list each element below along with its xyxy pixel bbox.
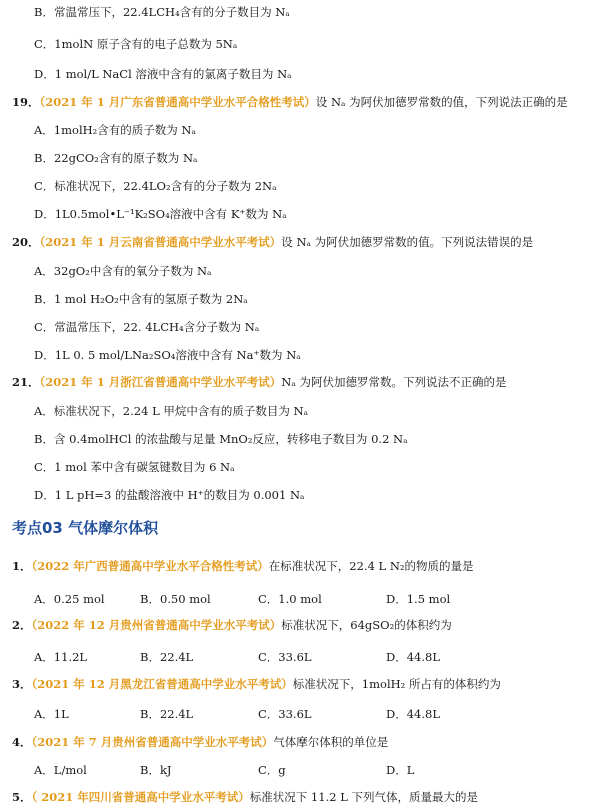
- question-source: （2022 年 12 月贵州省普通高中学业水平考试）: [31, 618, 282, 632]
- option-c: C．1molN 原子含有的电子总数为 5Nₐ: [34, 37, 238, 51]
- choice-c: C．1.0 mol: [258, 592, 322, 606]
- choice-d: D．L: [386, 763, 415, 777]
- choice-a: A．L/mol: [34, 763, 87, 777]
- option-d: D．1L 0. 5 mol/LNa₂SO₄溶液中含有 Na⁺数为 Nₐ: [34, 348, 301, 362]
- question-number: 1．: [12, 559, 32, 573]
- question-stem: 标准状况下 11.2 L 下列气体，质量最大的是: [249, 790, 478, 804]
- question-21: [12, 374, 506, 390]
- question-source: （2021 年 1 月浙江省普通高中学业水平考试）: [39, 375, 282, 389]
- choice-b: B．0.50 mol: [140, 592, 211, 606]
- choice-a: A．1L: [34, 707, 69, 721]
- option-b: B．含 0.4molHCl 的浓盐酸与足量 MnO₂反应，转移电子数目为 0.2 Nₐ: [34, 432, 408, 446]
- question-stem: Nₐ 为阿伏加德罗常数。下列说法不正确的是: [281, 375, 507, 389]
- question-source: （ 2021 年四川省普通高中学业水平考试）: [31, 790, 250, 804]
- choice-a: A．0.25 mol: [34, 592, 105, 606]
- choice-b: B．22.4L: [140, 707, 194, 721]
- section-question-3: [12, 676, 501, 692]
- option-d: D．1 L pH=3 的盐酸溶液中 H⁺的数目为 0.001 Nₐ: [34, 488, 305, 502]
- option-b: B．常温常压下，22.4LCH₄含有的分子数目为 Nₐ: [34, 5, 290, 19]
- question-stem: 设 Nₐ 为阿伏加德罗常数的值，下列说法正确的是: [315, 95, 568, 109]
- option-a: A．1molH₂含有的质子数为 Nₐ: [34, 123, 196, 137]
- question-20: [12, 234, 533, 250]
- question-19: [12, 94, 568, 110]
- choice-c: C．33.6L: [258, 707, 312, 721]
- choice-a: A．11.2L: [34, 650, 88, 664]
- choice-d: D．44.8L: [386, 707, 440, 721]
- section-title: 考点03 气体摩尔体积: [12, 519, 159, 537]
- question-stem: 标准状况下，64gSO₂的体积约为: [281, 618, 452, 632]
- option-a: A．标准状况下，2.24 L 甲烷中含有的质子数目为 Nₐ: [34, 404, 309, 418]
- choice-b: B．kJ: [140, 763, 172, 777]
- question-number: 21．: [12, 375, 40, 389]
- section-question-1: [12, 558, 474, 574]
- choice-d: D．44.8L: [386, 650, 440, 664]
- section-question-5: [12, 789, 478, 805]
- option-c: C．1 mol 苯中含有碳氢键数目为 6 Nₐ: [34, 460, 235, 474]
- option-d: D．1 mol/L NaCl 溶液中含有的氯离子数目为 Nₐ: [34, 67, 292, 81]
- option-b: B．1 mol H₂O₂中含有的氢原子数为 2Nₐ: [34, 292, 248, 306]
- question-number: 4．: [12, 735, 32, 749]
- option-c: C．标准状况下，22.4LO₂含有的分子数为 2Nₐ: [34, 179, 277, 193]
- question-number: 3．: [12, 677, 32, 691]
- choice-c: C．33.6L: [258, 650, 312, 664]
- question-source: （2022 年广西普通高中学业水平合格性考试）: [31, 559, 269, 573]
- option-d: D．1L0.5mol•L⁻¹K₂SO₄溶液中含有 K⁺数为 Nₐ: [34, 207, 287, 221]
- question-source: （2021 年 7 月贵州省普通高中学业水平考试）: [31, 735, 274, 749]
- question-source: （2021 年 1 月云南省普通高中学业水平考试）: [39, 235, 282, 249]
- question-number: 20．: [12, 235, 40, 249]
- question-source: （2021 年 12 月黑龙江省普通高中学业水平考试）: [31, 677, 293, 691]
- question-stem: 在标准状况下，22.4 L N₂的物质的量是: [268, 559, 474, 573]
- question-stem: 气体摩尔体积的单位是: [273, 735, 389, 749]
- section-question-4: [12, 734, 388, 750]
- option-c: C．常温常压下，22. 4LCH₄含分子数为 Nₐ: [34, 320, 260, 334]
- choice-b: B．22.4L: [140, 650, 194, 664]
- section-question-2: [12, 617, 452, 633]
- question-number: 2．: [12, 618, 32, 632]
- option-b: B．22gCO₂含有的原子数为 Nₐ: [34, 151, 198, 165]
- question-source: （2021 年 1 月广东省普通高中学业水平合格性考试）: [39, 95, 316, 109]
- option-a: A．32gO₂中含有的氧分子数为 Nₐ: [34, 264, 212, 278]
- question-stem: 设 Nₐ 为阿伏加德罗常数的值。下列说法错误的是: [281, 235, 534, 249]
- question-stem: 标准状况下，1molH₂ 所占有的体积约为: [292, 677, 501, 691]
- choice-c: C．g: [258, 763, 286, 777]
- question-number: 5．: [12, 790, 32, 804]
- question-number: 19．: [12, 95, 40, 109]
- choice-d: D．1.5 mol: [386, 592, 451, 606]
